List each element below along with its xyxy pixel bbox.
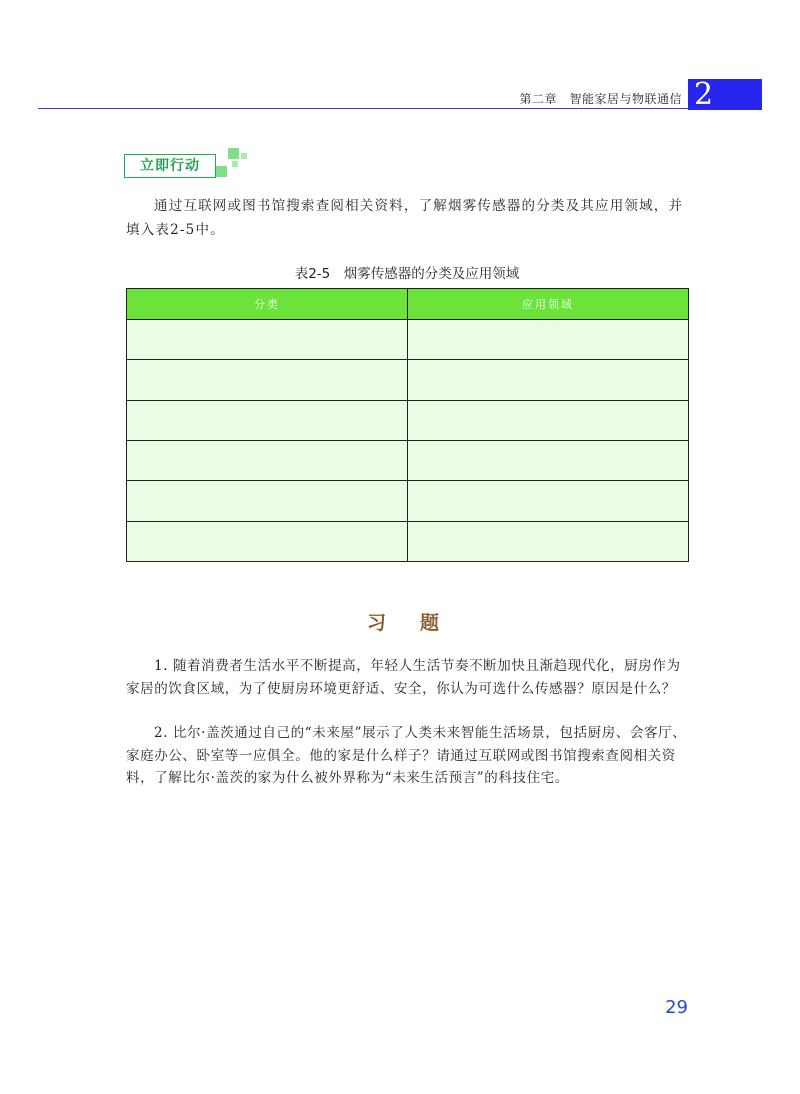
table-caption: 表2-5 烟雾传感器的分类及应用领域	[294, 266, 520, 282]
running-header-chapter-title: 第二章 智能家居与物联通信	[519, 92, 682, 106]
table-cell[interactable]	[408, 440, 689, 480]
table-cell[interactable]	[127, 440, 408, 480]
table-row	[127, 521, 689, 561]
table-row	[127, 320, 689, 360]
table-cell[interactable]	[127, 400, 408, 440]
exercise-question-1: 1. 随着消费者生活水平不断提高，年轻人生活节奏不断加快且渐趋现代化，厨房作为家居的饮食区域，为了使厨房环境更舒适、安全，你认为可选什么传感器？原因是什么？	[126, 658, 681, 697]
table-row	[127, 400, 689, 440]
smoke-sensor-table	[126, 288, 689, 562]
header-rule	[38, 108, 688, 109]
decorative-square	[241, 153, 247, 159]
decorative-square	[216, 166, 227, 177]
action-section-tag	[124, 154, 216, 178]
exercise-question-2: 2. 比尔·盖茨通过自己的“未来屋”展示了人类未来智能生活场景，包括厨房、会客厅、家庭办公、卧室等一应俱全。他的家是什么样子？请通过互联网或图书馆搜索查阅相关资料，了解比尔·盖茨的家为什么被外界称为“未来生活预言”的科技住宅。	[126, 725, 687, 786]
table-header-row	[127, 289, 689, 320]
table-cell[interactable]	[408, 481, 689, 521]
chapter-number-badge: 2	[688, 79, 762, 110]
page-number: 29	[665, 997, 688, 1018]
table-row	[127, 481, 689, 521]
table-row	[127, 440, 689, 480]
table-cell[interactable]	[127, 521, 408, 561]
action-intro-text: 通过互联网或图书馆搜索查阅相关资料，了解烟雾传感器的分类及其应用领域，并填入表2-5中。	[126, 198, 684, 238]
table-cell[interactable]	[408, 320, 689, 360]
decorative-square	[228, 148, 239, 159]
table-cell[interactable]	[408, 521, 689, 561]
table-row	[127, 360, 689, 400]
table-cell[interactable]	[127, 481, 408, 521]
decorative-square	[232, 161, 238, 167]
table-cell[interactable]	[408, 400, 689, 440]
table-header-category: 分类	[127, 289, 408, 320]
table-cell[interactable]	[127, 320, 408, 360]
exercises-title: 习题	[366, 612, 473, 634]
table-cell[interactable]	[408, 360, 689, 400]
table-cell[interactable]	[127, 360, 408, 400]
table-header-application: 应用领域	[408, 289, 689, 320]
action-tag-label: 立即行动	[140, 158, 200, 174]
